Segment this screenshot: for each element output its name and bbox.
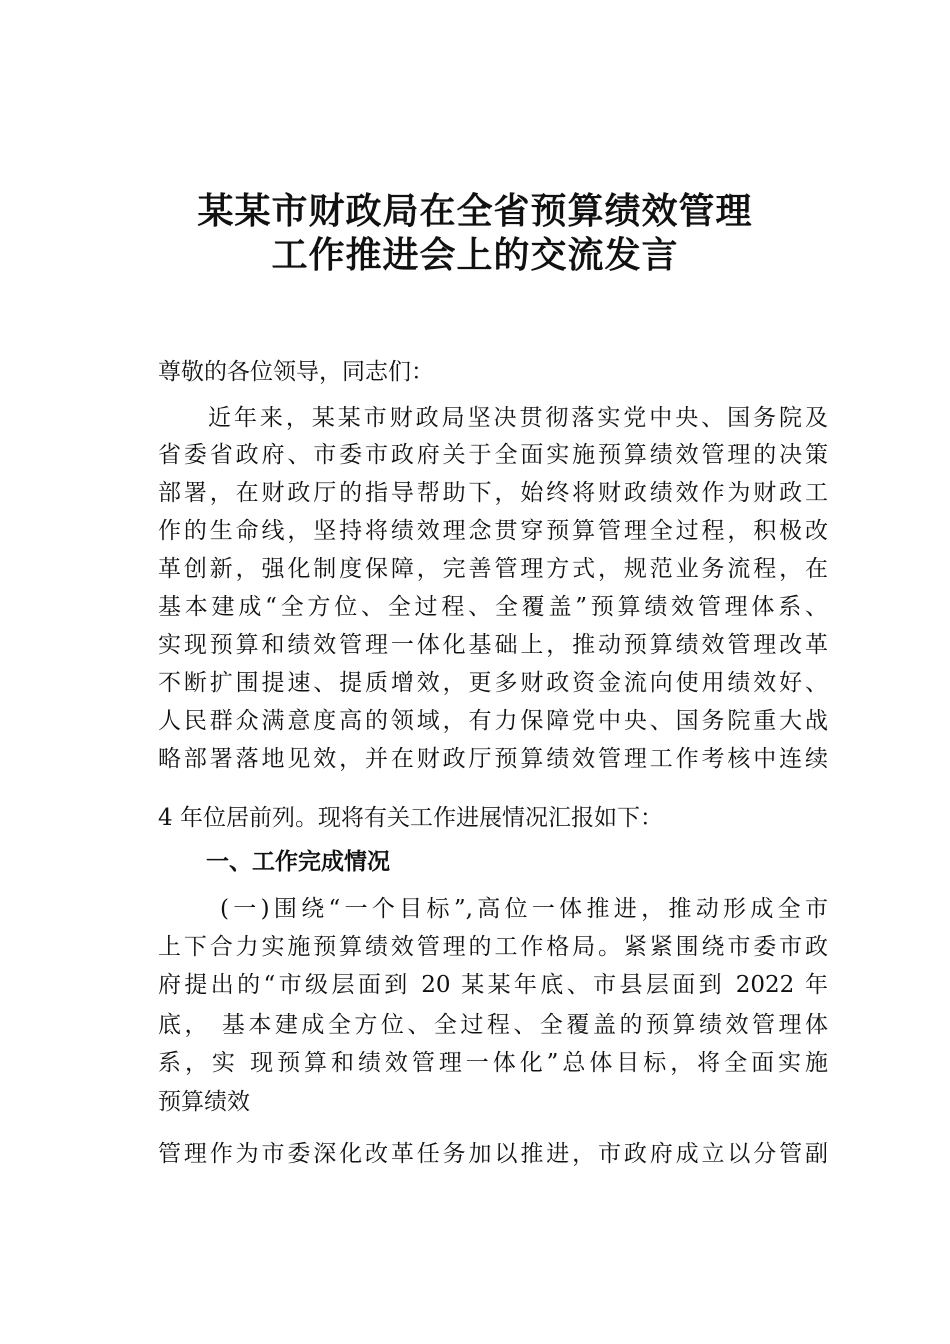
paragraph-line: 底， 基本建成全方位、全过程、全覆盖的预算绩效管理体 (158, 1012, 828, 1038)
salutation: 尊敬的各位领导，同志们： (158, 359, 434, 385)
paragraph-line: 部署，在财政厅的指导帮助下，始终将财政绩效作为财政工 (158, 480, 828, 506)
paragraph-line: 预算绩效 (158, 1089, 250, 1115)
document-title-line-1: 某某市财政局在全省预算绩效管理 (197, 190, 753, 232)
paragraph-line: 4 年位居前列。现将有关工作进展情况汇报如下： (158, 805, 663, 831)
paragraph-line: 近年来，某某市财政局坚决贯彻落实党中央、国务院及 (208, 405, 828, 431)
paragraph-line: 管理作为市委深化改革任务加以推进，市政府成立以分管副 (158, 1141, 828, 1167)
paragraph-line: 作的生命线，坚持将绩效理念贯穿预算管理全过程，积极改 (158, 518, 828, 544)
paragraph-line: 系，实 现预算和绩效管理一体化”总体目标，将全面实施 (158, 1050, 828, 1076)
paragraph-line: 实现预算和绩效管理一体化基础上，推动预算绩效管理改革 (158, 632, 828, 658)
document-title-line-2: 工作推进会上的交流发言 (271, 234, 679, 276)
paragraph-line: 人民群众满意度高的领域，有力保障党中央、国务院重大战 (158, 708, 828, 734)
paragraph-line: 省委省政府、市委市政府关于全面实施预算绩效管理的决策 (158, 442, 828, 468)
paragraph-line: 略部署落地见效，并在财政厅预算绩效管理工作考核中连续 (158, 746, 828, 772)
paragraph-line: (一)围绕“一个目标”,高位一体推进，推动形成全市 (220, 896, 828, 922)
paragraph-line: 基本建成“全方位、全过程、全覆盖”预算绩效管理体系、 (158, 594, 828, 620)
paragraph-line: 不断扩围提速、提质增效，更多财政资金流向使用绩效好、 (158, 670, 828, 696)
section-heading: 一、工作完成情况 (206, 849, 390, 875)
paragraph-line: 府提出的“市级层面到 20 某某年底、市县层面到 2022 年 (158, 972, 828, 998)
paragraph-line: 革创新，强化制度保障，完善管理方式，规范业务流程，在 (158, 556, 828, 582)
paragraph-line: 上下合力实施预算绩效管理的工作格局。紧紧围绕市委市政 (158, 934, 828, 960)
